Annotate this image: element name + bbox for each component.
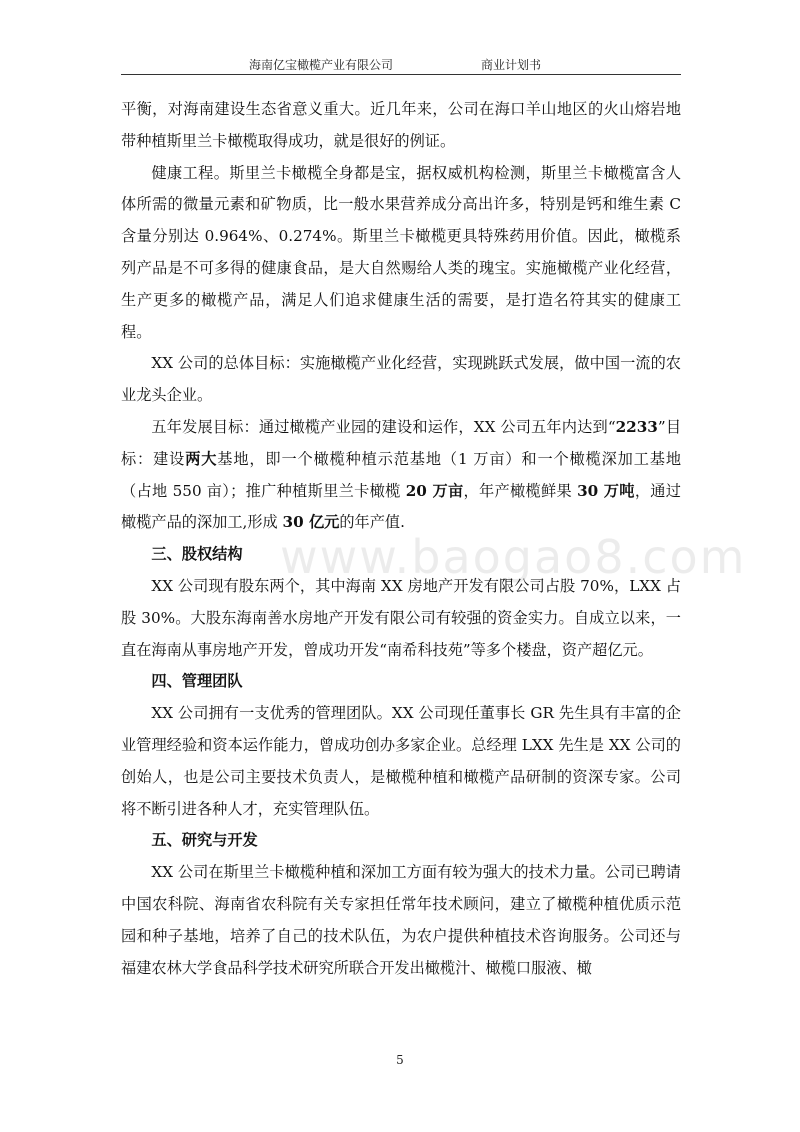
paragraph-rnd: XX 公司在斯里兰卡橄榄种植和深加工方面有较为强大的技术力量。公司已聘请中国农科院、海南省农科院有关专家担任常年技术顾问，建立了橄榄种植优质示范园和种子基地，培养了自己的技术队伍，为农户提供种植技术咨询服务。公司还与福建农林大学食品科学技术研究所联合开发出橄榄汁、橄榄口服液、橄 [121,863,681,977]
paragraph-equity: XX 公司现有股东两个，其中海南 XX 房地产开发有限公司占股 70%，LXX 占股 30%。大股东海南善水房地产开发有限公司有较强的资金实力。自成立以来，一直在海南从事房地产开发，曾成功开发“南希科技苑”等多个楼盘，资产超亿元。 [121,576,681,659]
page-number: 5 [396,1053,404,1067]
section-heading-equity: 三、股权结构 [151,545,243,564]
emphasis-output: 30 万吨 [577,481,635,500]
page-header [121,52,681,74]
section-heading-rnd: 五、研究与开发 [151,831,258,850]
header-document-title: 商业计划书 [481,58,542,72]
emphasis-revenue: 30 亿元 [282,513,340,532]
document-body [121,94,681,984]
emphasis-2233: 2233 [615,417,658,436]
paragraph-five-year-goal: 五年发展目标：通过橄榄产业园的建设和运作，XX 公司五年内达到“2233”目标：建设两大基地，即一个橄榄种植示范基地（1 万亩）和一个橄榄深加工基地（占地 550 亩）；推广种植斯里兰卡橄榄 20 万亩，年产橄榄鲜果 30 万吨，通过橄榄产品的深加工,形成 30 亿元的年产值. [121,417,682,532]
paragraph-overall-goal: XX 公司的总体目标：实施橄榄产业化经营，实现跳跃式发展，做中国一流的农业龙头企业。 [121,354,681,405]
header-rule [121,74,681,75]
section-heading-management: 四、管理团队 [151,672,243,691]
header-company-name: 海南亿宝橄榄产业有限公司 [249,58,394,72]
paragraph-management: XX 公司拥有一支优秀的管理团队。XX 公司现任董事长 GR 先生具有丰富的企业管理经验和资本运作能力，曾成功创办多家企业。总经理 LXX 先生是 XX 公司的创始人，也是公司主要技术负责人，是橄榄种植和橄榄产品研制的资深专家。公司将不断引进各种人才，充实管理队伍。 [121,704,681,818]
paragraph-health-project: 健康工程。斯里兰卡橄榄全身都是宝，据权威机构检测，斯里兰卡橄榄富含人体所需的微量元素和矿物质，比一般水果营养成分高出许多，特别是钙和维生素 C 含量分别达 0.964%、0.274%。斯里兰卡橄榄更具特殊药用价值。因此，橄榄系列产品是不可多得的健康食品，是大自然赐给人类的瑰宝。实施橄榄产业化经营，生产更多的橄榄产品，满足人们追求健康生活的需要，是打造名符其实的健康工程。 [121,163,681,341]
emphasis-area: 20 万亩 [405,481,464,500]
emphasis-two-bases: 两大 [185,449,218,468]
watermark: www.baogao8.com [280,530,747,584]
paragraph-continued: 平衡，对海南建设生态省意义重大。近几年来，公司在海口羊山地区的火山熔岩地带种植斯里兰卡橄榄取得成功，就是很好的例证。 [121,100,681,150]
